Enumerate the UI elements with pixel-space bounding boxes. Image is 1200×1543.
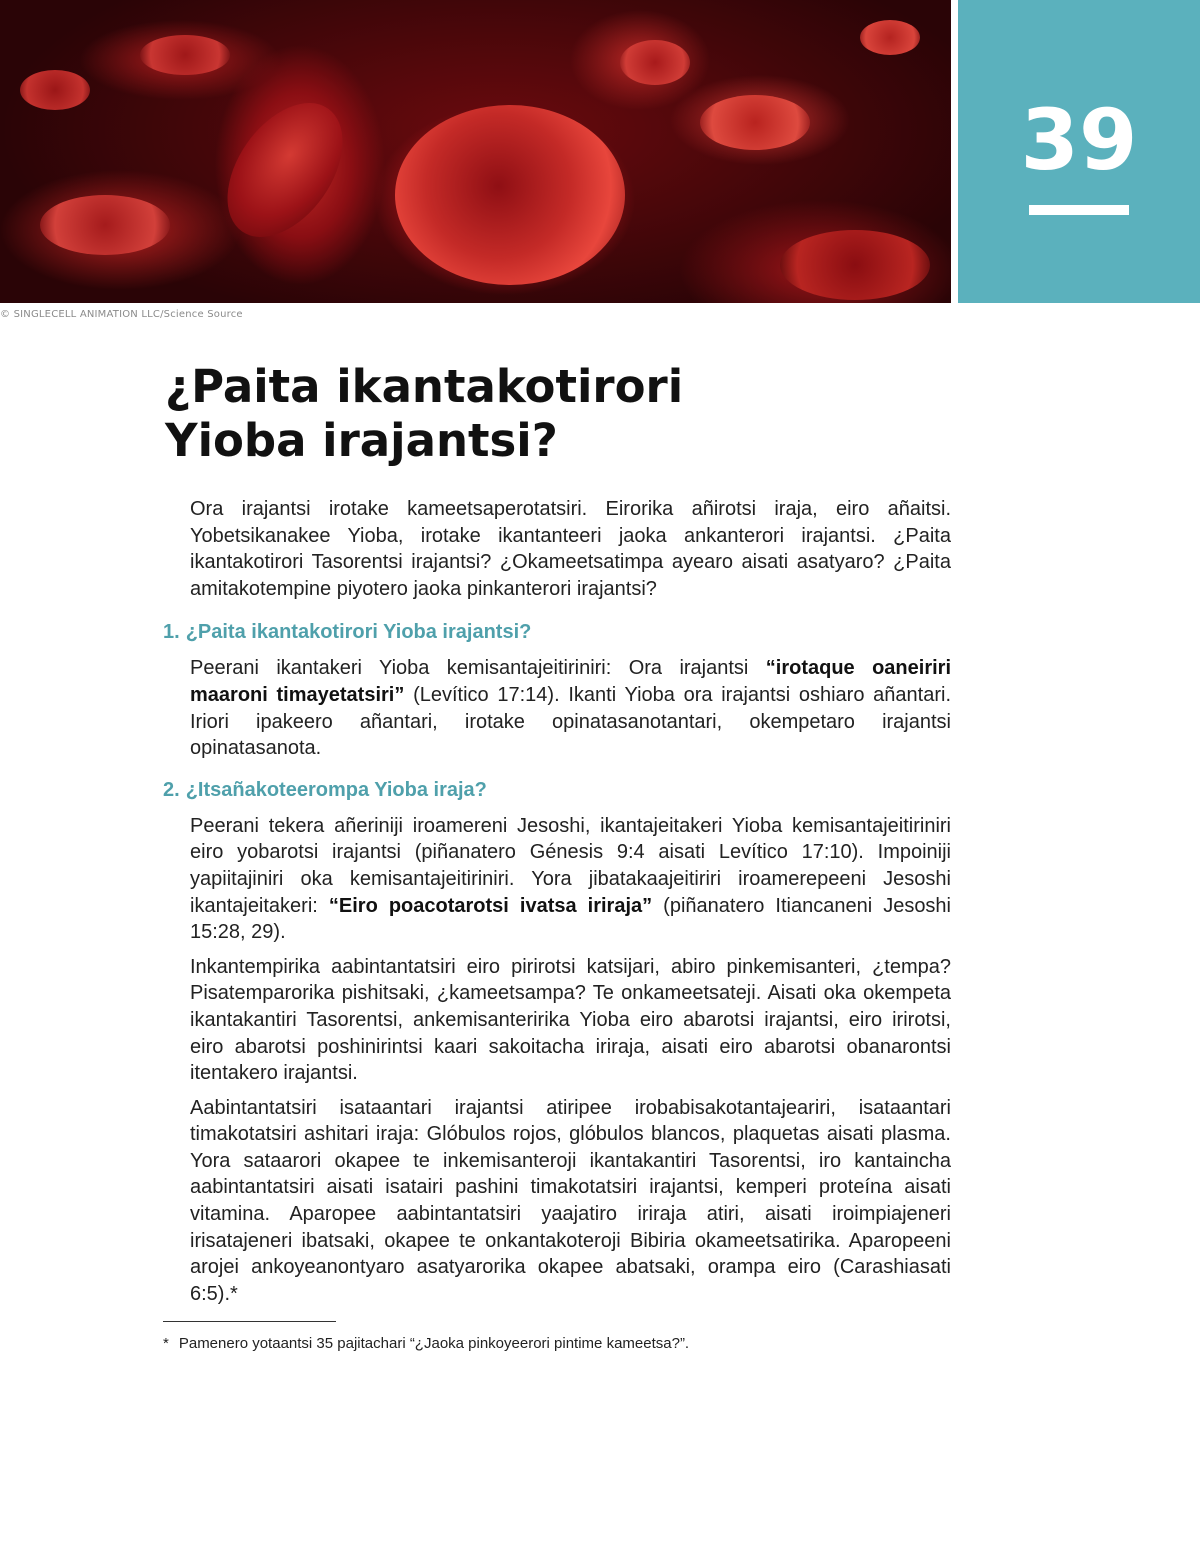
section-number: 2.: [163, 778, 180, 801]
section-2-paragraph-1: [190, 813, 951, 946]
blood-cell: [620, 40, 690, 85]
section-2-paragraph-3: Aabintantatsiri isataantari irajantsi atiripee irobabisakotantajeariri, isataantari timakotatsiri ashitari iraja: Glóbulos rojos, glóbulos blancos, plaquetas aisati plasma. Yora sataarori okapee te inkemisanteroji ikantakantiri Tasorentsi, iro kantaincha aabintantatsiri aisati isatairi pashini timakotatsiri irajantsi, kemperi proteína aisati vitamina. Aparopee aabintantatsiri yaajatiro iriraja atiri, aisati iroimpiajeneri irisatajeneri ibatsaki, okapee te onkantakoteroji Bibiria okameetsatirika. Aparopeeni arojei ankoyeanontyaro asatyarorika okapee abatsaki, orampa eiro (Carashiasati 6:5).*: [190, 1096, 951, 1305]
text-run: Peerani tekera añeriniji iroamereni Jesoshi, ikantajeitakeri Yioba kemisantajeitiriniri eiro yobarotsi irajantsi (piñanatero Génesis 9:4 aisati Levítico 17:10). Impoiniji yapiitajiniri oka kemisantajeitiriniri. Yora jibatakaajeitiriri iroamerepeeni Jesoshi ikantajeitakeri:: [190, 814, 951, 917]
intro-paragraph: Ora irajantsi irotake kameetsaperotatsiri. Eirorika añirotsi iraja, eiro añaitsi. Yobetsikanakee Yioba, irotake ikantanteeri jaoka ankanterori irajantsi. ¿Paita ikantakotirori Tasorentsi irajantsi? ¿Okameetsatimpa ayearo aisati asatyaro? ¿Paita amitakotempine piyotero jaoka pinkanterori irajantsi?: [190, 498, 951, 600]
text-run: Peerani ikantakeri Yioba kemisantajeitiriniri: Ora irajantsi: [190, 657, 766, 680]
blood-cell: [40, 195, 170, 255]
blood-cell: [700, 95, 810, 150]
page-title: [165, 360, 925, 468]
title-line-1: ¿Paita ikantakotirori: [165, 360, 684, 413]
blood-cell: [780, 230, 930, 300]
section-heading-2: [163, 777, 951, 803]
blood-cell: [860, 20, 920, 55]
footnote-divider: [163, 1321, 336, 1322]
section-2-paragraph-2: Inkantempirika aabintantatsiri eiro pirirotsi katsijari, abiro pinkemisanteri, ¿tempa? Pisatemparorika pishitsaki, ¿kameetsampa? Te onkameetsateji. Aisati oka okempeta ikantakantiri Tasorentsi, ankemisanteririka Yioba eiro abarotsi irajantsi, eiro irirotsi, eiro abarotsi poshinirintsi kaari sakoitacha iriraja, aisati eiro abarotsi obanarontsi itentakero irajantsi.: [190, 955, 951, 1085]
text-run: (Levítico 17:14). Ikanti Yioba ora irajantsi oshiaro añantari. Iriori ipakeero añantari, irotake opinatasanotantari, okempetaro irajantsi opinatasanota.: [190, 683, 952, 760]
section-heading-1: [163, 619, 951, 645]
footnote-marker: *: [163, 1335, 169, 1353]
bold-quote: “Eiro poacotarotsi ivatsa iriraja”: [328, 894, 653, 917]
bold-quote: “irotaque oaneiriri maaroni timayetatsiri”: [190, 657, 952, 706]
title-line-2: Yioba irajantsi?: [165, 414, 558, 467]
section-heading-text: ¿Itsañakoteerompa Yioba iraja?: [185, 778, 487, 801]
page-number: 39: [1020, 91, 1138, 189]
hero-image: [0, 0, 951, 303]
article-body: [163, 496, 952, 1354]
blood-cell: [395, 105, 625, 285]
image-credit: © SINGLECELL ANIMATION LLC/Science Source: [0, 309, 243, 320]
blood-cell: [140, 35, 230, 75]
blood-cell: [20, 70, 90, 110]
blood-cell: [204, 82, 366, 258]
footnote-text: Pamenero yotaantsi 35 pajitachari “¿Jaoka pinkoyeerori pintime kameetsa?”.: [178, 1335, 690, 1353]
footnote: [163, 1334, 951, 1354]
text-run: (piñanatero Itiancaneni Jesoshi 15:28, 29).: [190, 894, 952, 944]
page-number-underline: [1029, 205, 1129, 215]
section-number: 1.: [163, 621, 180, 644]
section-1-paragraph: [190, 655, 951, 761]
section-heading-text: ¿Paita ikantakotirori Yioba irajantsi?: [185, 621, 532, 644]
